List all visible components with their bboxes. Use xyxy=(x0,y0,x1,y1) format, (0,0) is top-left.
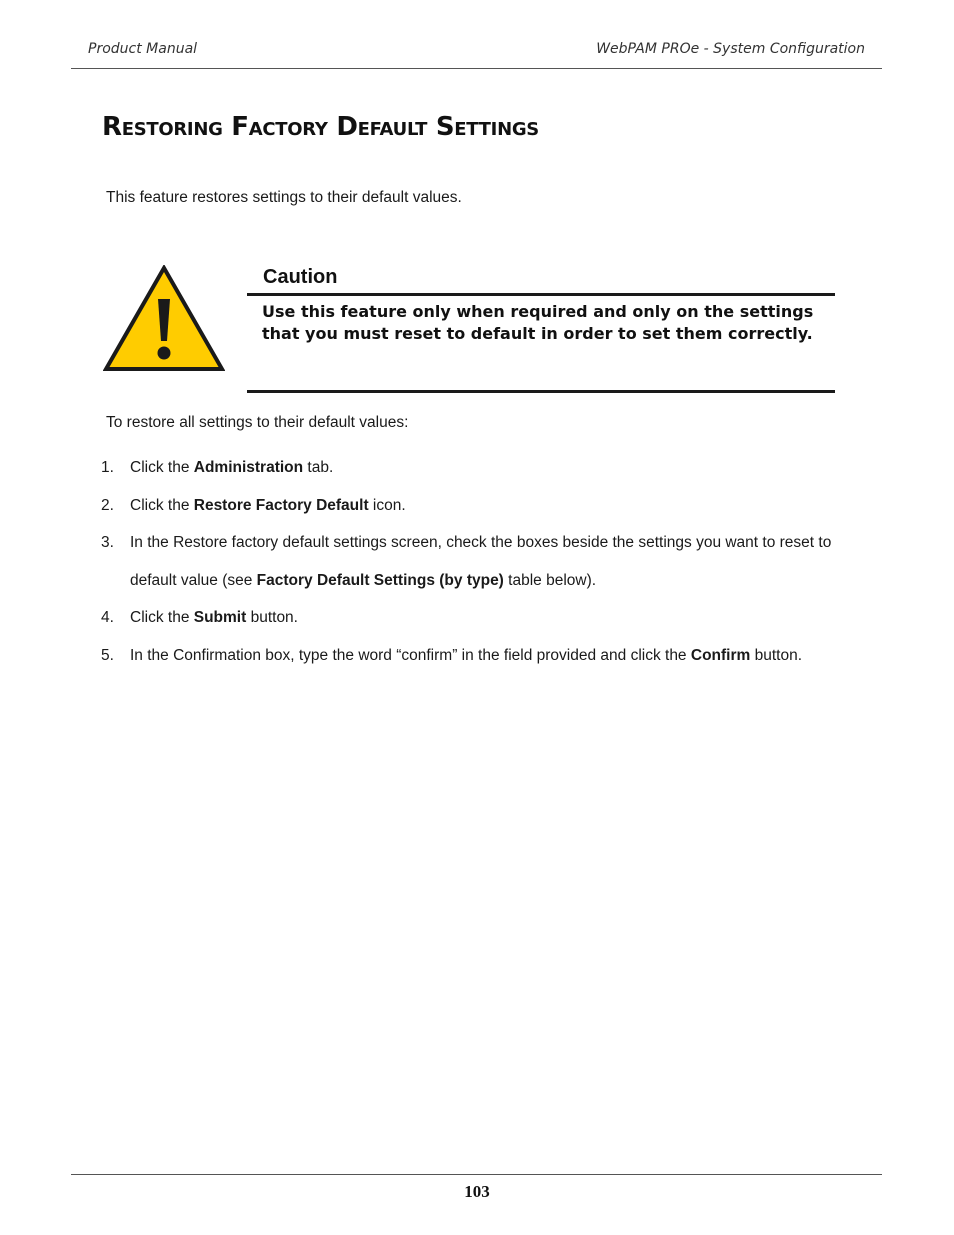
step-bold: Factory Default Settings (by type) xyxy=(256,571,504,589)
step-bold: Submit xyxy=(193,609,247,626)
header-rule xyxy=(71,68,882,69)
list-item xyxy=(101,524,861,599)
page-title: Restoring Factory Default Settings xyxy=(102,112,539,142)
step-text: In the Confirmation box, type the word “confirm” in the field provided and click the xyxy=(130,646,691,664)
step-text: Click the xyxy=(130,496,194,514)
step-number: 1. xyxy=(101,459,114,476)
step-text: table below). xyxy=(503,571,597,589)
step-number: 5. xyxy=(101,646,114,664)
step-number: 4. xyxy=(101,609,114,626)
step-number: 2. xyxy=(101,496,114,514)
caution-label: Caution xyxy=(263,266,338,288)
step-bold: Restore Factory Default xyxy=(193,496,369,514)
page-number: 103 xyxy=(464,1182,490,1201)
list-item xyxy=(101,637,861,675)
list-item xyxy=(101,449,861,487)
step-bold: Administration xyxy=(193,459,304,476)
footer-rule xyxy=(71,1174,882,1175)
caution-line-2: that you must reset to default in order to set them correctly. xyxy=(262,324,813,343)
step-text: Click the xyxy=(130,459,194,476)
warning-triangle-icon xyxy=(103,265,225,372)
procedure-intro: To restore all settings to their default values: xyxy=(106,414,409,431)
list-item xyxy=(101,599,861,637)
step-text: tab. xyxy=(303,459,334,476)
list-item xyxy=(101,487,861,525)
step-text: Click the xyxy=(130,609,194,626)
header-left: Product Manual xyxy=(88,41,198,57)
step-text: button. xyxy=(246,609,298,626)
step-bold: Confirm xyxy=(690,646,751,664)
caution-text xyxy=(262,301,832,345)
caution-line-1: Use this feature only when required and only on the settings xyxy=(262,302,814,321)
caution-top-rule xyxy=(247,293,835,296)
step-text: button. xyxy=(750,646,803,664)
step-text: icon. xyxy=(368,496,406,514)
caution-bottom-rule xyxy=(247,390,835,393)
step-text: In the Restore factory default settings screen, check the boxes beside the settings you want to reset to default value (see xyxy=(130,534,832,589)
intro-text: This feature restores settings to their default values. xyxy=(106,189,462,206)
procedure-steps xyxy=(101,449,861,674)
header-right: WebPAM PROe - System Configuration xyxy=(596,41,865,57)
step-number: 3. xyxy=(101,534,114,551)
